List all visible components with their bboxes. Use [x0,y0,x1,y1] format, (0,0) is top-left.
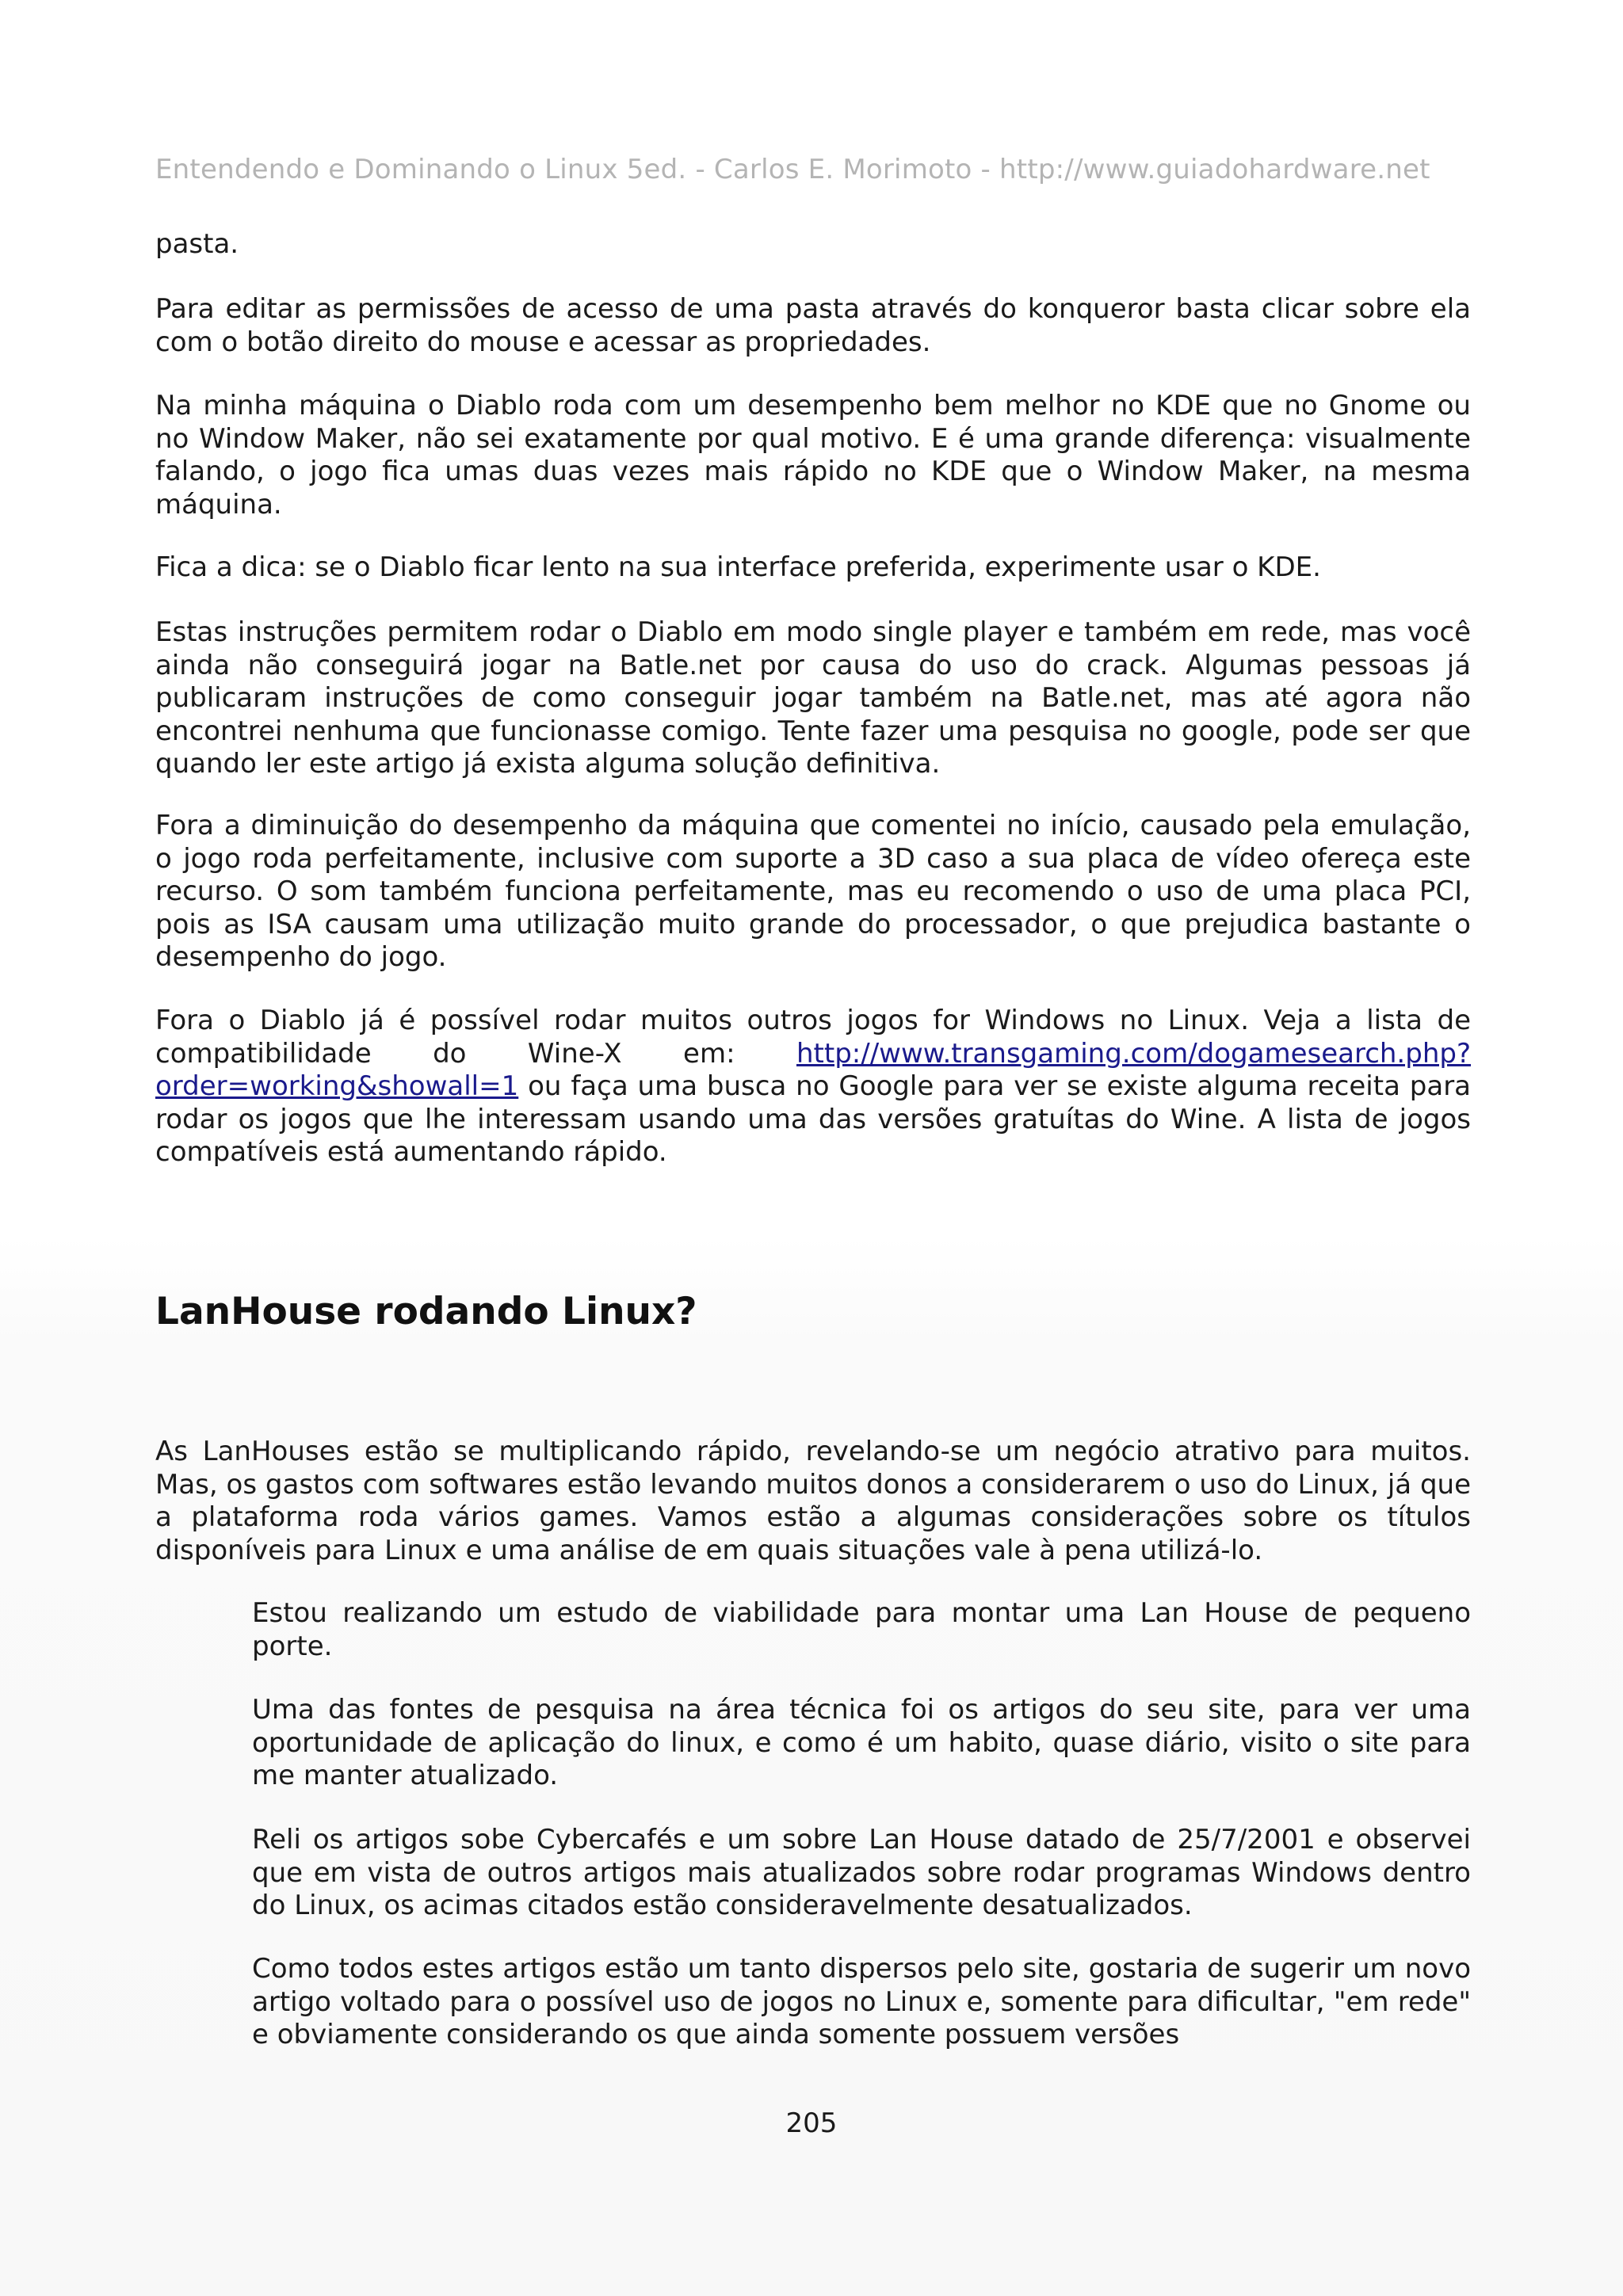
paragraph-emulation: Fora a diminuição do desempenho da máquina que comentei no início, causado pela emulação, o jogo roda perfeitamente, inclusive com suporte a 3D caso a sua placa de vídeo ofereça este recurso. O som também funciona perfeitamente, mas eu recomendo o uso de uma placa PCI, pois as ISA causam uma utilização muito grande do processador, o que prejudica bastante o desempenho do jogo. [155,810,1471,973]
wine-x-text-before: Fora o Diablo já é possível rodar muitos outros jogos for Windows no Linux. Veja a lista de compatibilidade do Wine-X em: [155,1005,1471,1070]
paragraph-tip: Fica a dica: se o Diablo ficar lento na sua interface preferida, experimente usar o KDE. [155,551,1321,583]
wine-x-text-after: ou faça uma busca no Google para ver se existe alguma receita para rodar os jogos que lhe interessam usando uma das versões gratuítas do Wine. A lista de jogos compatíveis está aumentando rápido. [155,1070,1472,1168]
quote-paragraph: Uma das fontes de pesquisa na área técnica foi os artigos do seu site, para ver uma oportunidade de aplicação do linux, e como é um habito, quase diário, visito o site para me manter atualizado. [252,1694,1471,1791]
paragraph-permissions: Para editar as permissões de acesso de uma pasta através do konqueror basta clicar sobre ela com o botão direito do mouse e acessar as propriedades. [155,293,1471,358]
quote-paragraph: Reli os artigos sobe Cybercafés e um sobre Lan House datado de 25/7/2001 e observei que em vista de outros artigos mais atualizados sobre rodar programas Windows dentro do Linux, os acimas citados estão consideravelmente desatualizados. [252,1824,1471,1921]
paragraph-performance: Na minha máquina o Diablo roda com um desempenho bem melhor no KDE que no Gnome ou no Window Maker, não sei exatamente por qual motivo. E é uma grande diferença: visualmente falando, o jogo fica umas duas vezes mais rápido no KDE que o Window Maker, na mesma máquina. [155,390,1471,521]
paragraph-pasta: pasta. [155,228,239,260]
page-number: 205 [785,2107,838,2139]
quote-paragraph: Estou realizando um estudo de viabilidade para montar uma Lan House de pequeno porte. [252,1597,1471,1662]
running-header: Entendendo e Dominando o Linux 5ed. - Carlos E. Morimoto - http://www.guiadohardware.net [155,154,1430,185]
transgaming-link[interactable]: http://www.transgaming.com/dogamesearch.php?order=working&showall=1 [155,1037,1471,1102]
paragraph-wine-x [155,1005,1471,1169]
quote-paragraph: Como todos estes artigos estão um tanto dispersos pelo site, gostaria de sugerir um novo artigo voltado para o possível uso de jogos no Linux e, somente para dificultar, "em rede" e obviamente considerando os que ainda somente possuem versões [252,1953,1471,2050]
section-intro: As LanHouses estão se multiplicando rápido, revelando-se um negócio atrativo para muitos. Mas, os gastos com softwares estão levando muitos donos a considerarem o uso do Linux, já que a plataforma roda vários games. Vamos estão a algumas considerações sobre os títulos disponíveis para Linux e uma análise de em quais situações vale à pena utilizá-lo. [155,1436,1471,1566]
section-heading: LanHouse rodando Linux? [155,1290,697,1333]
paragraph-batlenet: Estas instruções permitem rodar o Diablo em modo single player e também em rede, mas você ainda não conseguirá jogar na Batle.net por causa do uso do crack. Algumas pessoas já publicaram instruções de como conseguir jogar também na Batle.net, mas até agora não encontrei nenhuma que funcionasse comigo. Tente fazer uma pesquisa no google, pode ser que quando ler este artigo já exista alguma solução definitiva. [155,616,1471,780]
